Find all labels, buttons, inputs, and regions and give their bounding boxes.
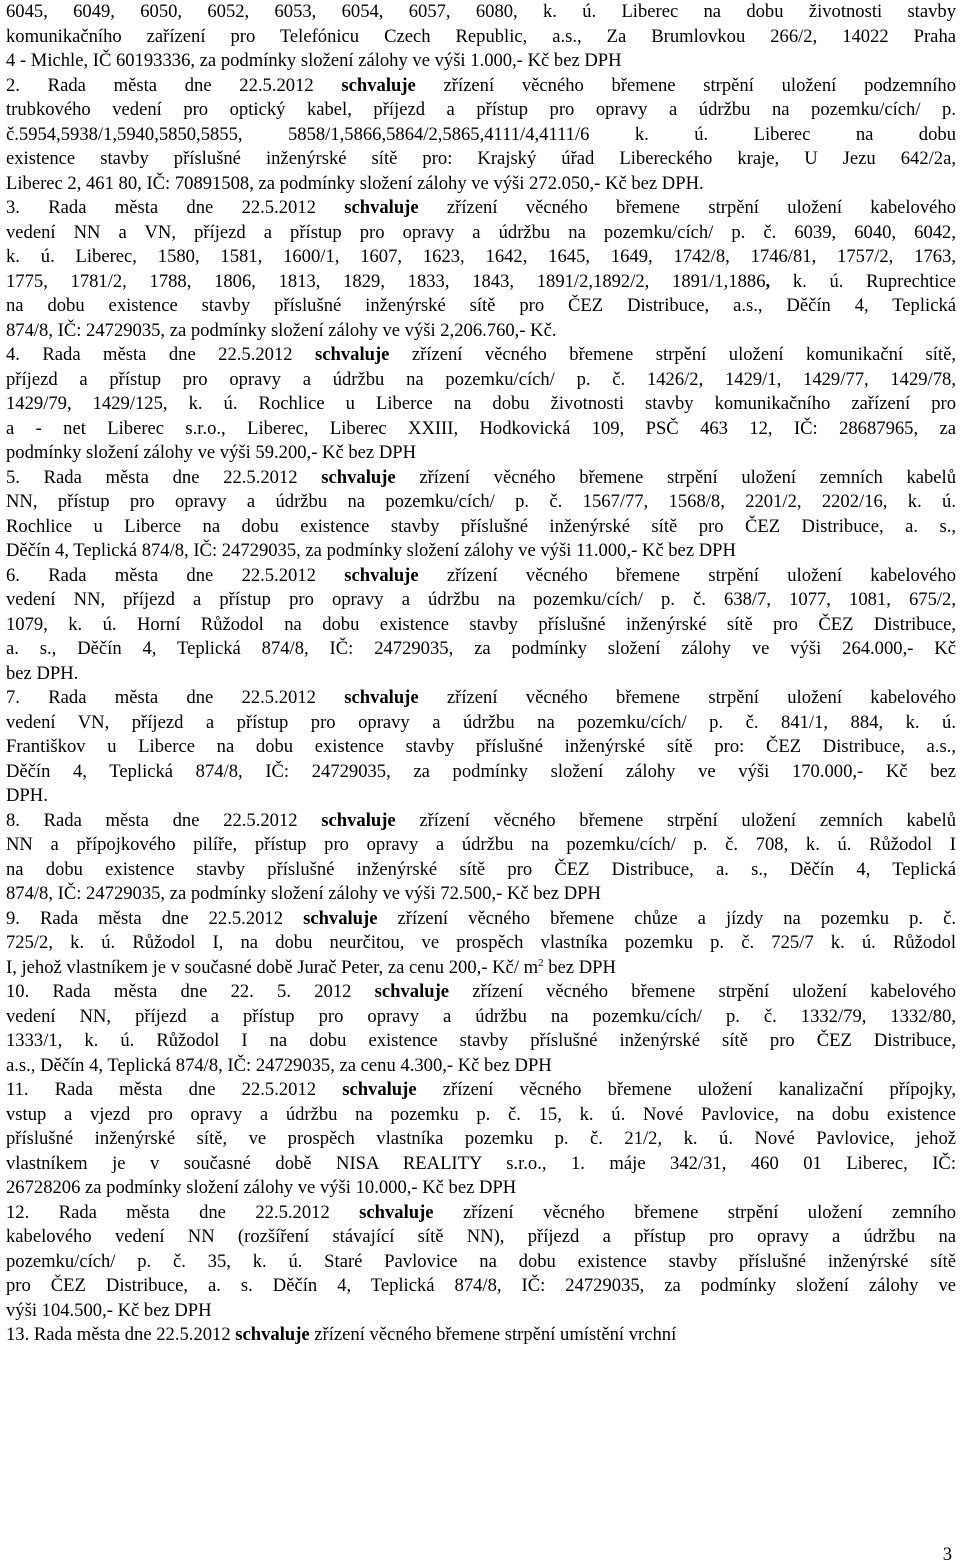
text-line xyxy=(6,539,956,564)
text-line xyxy=(6,613,956,638)
text-segment: vedení NN a VN, příjezd a přístup pro opravy a údržbu na pozemku/cích/ p. č. 6039, 6040, 6042, xyxy=(6,221,956,243)
text-line xyxy=(6,1274,956,1299)
text-segment: 3. Rada města dne 22.5.2012 xyxy=(6,197,345,218)
text-segment: 1333/1, k. ú. Růžodol I na dobu existence stavby příslušné inženýrské sítě pro ČEZ Distribuce, xyxy=(6,1030,956,1051)
text-line xyxy=(6,1127,956,1152)
text-segment: DPH. xyxy=(6,785,48,806)
text-segment: příjezd a přístup pro opravy a údržbu na pozemku/cích/ p. č. 1426/2, 1429/1, 1429/77, 1429/78, xyxy=(6,368,956,390)
text-line xyxy=(6,25,956,50)
text-segment: zřízení věcného břemene strpění uložení zemního xyxy=(433,1201,956,1223)
text-line xyxy=(6,49,956,74)
text-segment: na dobu existence stavby příslušné inženýrské sítě pro ČEZ Distribuce, a. s., Děčín 4, Teplická xyxy=(6,858,956,880)
text-line xyxy=(6,515,956,540)
text-segment: kabelového vedení NN (rozšíření stávající sítě NN), příjezd a přístup pro opravy a údržbu na xyxy=(6,1226,956,1247)
emphasis-text: schvaluje xyxy=(359,1201,434,1223)
text-segment: příslušné inženýrské sítě, ve prospěch vlastníka pozemku p. č. 21/2, k. ú. Nové Pavlovice, jehož xyxy=(6,1128,956,1149)
text-line xyxy=(6,1299,956,1324)
text-segment: zřízení věcného břemene strpění uložení zemních kabelů xyxy=(395,466,956,488)
text-segment: 11. Rada města dne 22.5.2012 xyxy=(6,1079,343,1100)
text-segment: vlastníkem je v současné době NISA REALITY s.r.o., 1. máje 342/31, 460 01 Liberec, IČ: xyxy=(6,1152,956,1174)
text-segment: 1079, k. ú. Horní Růžodol na dobu existence stavby příslušné inženýrské sítě pro ČEZ Distribuce, xyxy=(6,613,956,635)
text-segment: 26728206 za podmínky složení zálohy ve výši 10.000,- Kč bez DPH xyxy=(6,1177,517,1198)
text-segment: Liberec 2, 461 80, IČ: 70891508, za podmínky složení zálohy ve výši 272.050,- Kč bez DPH. xyxy=(6,172,704,194)
text-line xyxy=(6,588,956,613)
text-segment: 725/2, k. ú. Růžodol I, na dobu neurčitou, ve prospěch vlastníka pozemku p. č. 725/7 k. ú. Růžodol xyxy=(6,932,956,953)
text-line xyxy=(6,319,956,344)
text-segment: NN a přípojkového pilíře, přístup pro opravy a údržbu na pozemku/cích/ p. č. 708, k. ú. Růžodol I xyxy=(6,834,956,855)
text-segment: a.s., Děčín 4, Teplická 874/8, IČ: 24729035, za cenu 4.300,- Kč bez DPH xyxy=(6,1054,552,1076)
text-line xyxy=(6,711,956,736)
text-line xyxy=(6,123,956,148)
text-segment: výši 104.500,- Kč bez DPH xyxy=(6,1299,212,1321)
text-line xyxy=(6,809,956,834)
text-segment: zřízení věcného břemene strpění uložení zemních kabelů xyxy=(395,809,956,831)
text-segment: k. ú. Ruprechtice xyxy=(770,270,956,292)
text-line xyxy=(6,343,956,368)
text-segment: 8. Rada města dne 22.5.2012 xyxy=(6,809,322,831)
text-line xyxy=(6,980,956,1005)
text-segment: 9. Rada města dne 22.5.2012 xyxy=(6,907,304,929)
text-line xyxy=(6,833,956,858)
text-segment: zřízení věcného břemene strpění uložení kabelového xyxy=(418,197,956,218)
text-segment: existence stavby příslušné inženýrské sítě pro: Krajský úřad Libereckého kraje, U Jezu 642/2a, xyxy=(6,148,956,169)
text-segment: zřízení věcného břemene strpění umístění vrchní xyxy=(309,1324,677,1345)
text-segment: Františkov u Liberce na dobu existence stavby příslušné inženýrské sítě pro: ČEZ Distribuce, a.s., xyxy=(6,736,956,757)
emphasis-text: schvaluje xyxy=(321,466,396,488)
text-line xyxy=(6,1201,956,1226)
document-page xyxy=(6,0,956,1348)
text-line xyxy=(6,931,956,956)
text-line xyxy=(6,417,956,442)
emphasis-text: schvaluje xyxy=(303,907,378,929)
emphasis-text: schvaluje xyxy=(321,809,396,831)
text-line xyxy=(6,858,956,883)
text-segment: 4 - Michle, IČ 60193336, za podmínky složení zálohy ve výši 1.000,- Kč bez DPH xyxy=(6,50,622,71)
text-segment: 10. Rada města dne 22. 5. 2012 xyxy=(6,981,375,1002)
text-segment: zřízení věcného břemene strpění uložení kabelového xyxy=(418,564,956,586)
text-line xyxy=(6,907,956,932)
text-line xyxy=(6,172,956,197)
text-segment: 1429/79, 1429/125, k. ú. Rochlice u Liberce na dobu životnosti stavby komunikačního zařízení pro xyxy=(6,393,956,414)
text-segment: pro ČEZ Distribuce, a. s. Děčín 4, Teplická 874/8, IČ: 24729035, za podmínky složení zálohy ve xyxy=(6,1275,956,1296)
text-segment: Rochlice u Liberce na dobu existence stavby příslušné inženýrské sítě pro ČEZ Distribuce, a. s., xyxy=(6,515,956,537)
emphasis-text: schvaluje xyxy=(315,344,390,365)
text-segment: 2. Rada města dne 22.5.2012 xyxy=(6,74,342,96)
text-line xyxy=(6,1176,956,1201)
text-segment: zřízení věcného břemene uložení kanalizační přípojky, xyxy=(416,1079,956,1100)
text-segment: Děčín 4, Teplická 874/8, IČ: 24729035, za podmínky složení zálohy ve výši 11.000,- Kč bez DPH xyxy=(6,540,736,561)
text-segment: 4. Rada města dne 22.5.2012 xyxy=(6,344,316,365)
text-line xyxy=(6,1029,956,1054)
text-line xyxy=(6,760,956,785)
text-line xyxy=(6,784,956,809)
text-line xyxy=(6,221,956,246)
text-segment: a - net Liberec s.r.o., Liberec, Liberec XXIII, Hodkovická 109, PSČ 463 12, IČ: 28687965, za xyxy=(6,417,956,439)
text-segment: 12. Rada města dne 22.5.2012 xyxy=(6,1201,360,1223)
text-segment: zřízení věcného břemene chůze a jízdy na pozemku p. č. xyxy=(377,907,956,929)
page-number: 3 xyxy=(942,1544,952,1565)
text-line xyxy=(6,735,956,760)
text-line xyxy=(6,662,956,687)
text-line xyxy=(6,392,956,417)
text-segment: 5. Rada města dne 22.5.2012 xyxy=(6,466,322,488)
text-segment: 874/8, IČ: 24729035, za podmínky složení zálohy ve výši 2,206.760,- Kč. xyxy=(6,319,557,341)
text-segment: pozemku/cích/ p. č. 35, k. ú. Staré Pavlovice na dobu existence stavby příslušné inženýrské sítě xyxy=(6,1250,956,1272)
text-line xyxy=(6,98,956,123)
emphasis-text: , xyxy=(765,270,771,292)
text-segment: podmínky složení zálohy ve výši 59.200,- Kč bez DPH xyxy=(6,442,417,463)
text-line xyxy=(6,270,956,295)
text-line xyxy=(6,1005,956,1030)
text-segment: zřízení věcného břemene strpění uložení kabelového xyxy=(449,981,956,1002)
emphasis-text: schvaluje xyxy=(235,1324,310,1345)
text-line xyxy=(6,294,956,319)
text-line xyxy=(6,882,956,907)
text-segment: 6045, 6049, 6050, 6052, 6053, 6054, 6057, 6080, k. ú. Liberec na dobu životnosti stavby xyxy=(6,1,956,22)
text-segment: 874/8, IČ: 24729035, za podmínky složení zálohy ve výši 72.500,- Kč bez DPH xyxy=(6,883,601,904)
text-segment: 1775, 1781/2, 1788, 1806, 1813, 1829, 1833, 1843, 1891/2,1892/2, 1891/1,1886 xyxy=(6,270,766,292)
text-segment: trubkového vedení pro optický kabel, příjezd a přístup pro opravy a údržbu na pozemku/cích/ p. xyxy=(6,99,956,120)
text-segment: bez DPH xyxy=(543,956,616,978)
text-line xyxy=(6,196,956,221)
text-segment: č.5954,5938/1,5940,5850,5855, 5858/1,5866,5864/2,5865,4111/4,4111/6 k. ú. Liberec na dobu xyxy=(6,123,956,145)
text-segment: zřízení věcného břemene strpění uložení kabelového xyxy=(418,687,956,708)
text-line xyxy=(6,956,956,981)
text-segment: na dobu existence stavby příslušné inženýrské sítě pro ČEZ Distribuce, a.s., Děčín 4, Teplická xyxy=(6,295,956,316)
text-line xyxy=(6,1152,956,1177)
text-line xyxy=(6,637,956,662)
text-line xyxy=(6,441,956,466)
text-line xyxy=(6,245,956,270)
emphasis-text: schvaluje xyxy=(342,1079,417,1100)
text-line xyxy=(6,0,956,25)
text-segment: 7. Rada města dne 22.5.2012 xyxy=(6,687,345,708)
text-segment: a. s., Děčín 4, Teplická 874/8, IČ: 24729035, za podmínky složení zálohy ve výši 264.000,- Kč xyxy=(6,638,956,659)
text-segment: NN, přístup pro opravy a údržbu na pozemku/cích/ p. č. 1567/77, 1568/8, 2201/2, 2202/16, k. ú. xyxy=(6,491,956,512)
text-segment: Děčín 4, Teplická 874/8, IČ: 24729035, za podmínky složení zálohy ve výši 170.000,- Kč bez xyxy=(6,760,956,782)
text-segment: 6. Rada města dne 22.5.2012 xyxy=(6,564,345,586)
text-line xyxy=(6,1250,956,1275)
text-line xyxy=(6,368,956,393)
superscript: 2 xyxy=(538,956,544,969)
text-line xyxy=(6,1103,956,1128)
text-segment: 13. Rada města dne 22.5.2012 xyxy=(6,1324,236,1345)
emphasis-text: schvaluje xyxy=(344,687,419,708)
text-segment: vedení VN, příjezd a přístup pro opravy a údržbu na pozemku/cích/ p. č. 841/1, 884, k. ú. xyxy=(6,711,956,733)
text-line xyxy=(6,1323,956,1348)
document-text-body xyxy=(6,0,956,1348)
text-line xyxy=(6,564,956,589)
text-segment: vstup a vjezd pro opravy a údržbu na pozemku p. č. 15, k. ú. Nové Pavlovice, na dobu existence xyxy=(6,1103,956,1125)
text-line xyxy=(6,74,956,99)
text-segment: k. ú. Liberec, 1580, 1581, 1600/1, 1607, 1623, 1642, 1645, 1649, 1742/8, 1746/81, 1757/2, 1763, xyxy=(6,246,956,267)
text-segment: zřízení věcného břemene strpění uložení podzemního xyxy=(415,74,956,96)
text-segment: vedení NN, příjezd a přístup pro opravy a údržbu na pozemku/cích/ p. č. 638/7, 1077, 1081, 675/2, xyxy=(6,589,956,610)
emphasis-text: schvaluje xyxy=(374,981,450,1002)
text-segment: bez DPH. xyxy=(6,662,79,684)
text-segment: vedení NN, příjezd a přístup pro opravy a údržbu na pozemku/cích/ p. č. 1332/79, 1332/80, xyxy=(6,1005,956,1027)
text-line xyxy=(6,686,956,711)
text-line xyxy=(6,1225,956,1250)
emphasis-text: schvaluje xyxy=(341,74,416,96)
text-segment: I, jehož vlastníkem je v současné době Jurač Peter, za cenu 200,- Kč/ m xyxy=(6,956,539,978)
text-line xyxy=(6,466,956,491)
text-line xyxy=(6,490,956,515)
text-segment: zřízení věcného břemene strpění uložení komunikační sítě, xyxy=(389,344,956,365)
text-line xyxy=(6,1054,956,1079)
text-segment: komunikačního zařízení pro Telefónicu Czech Republic, a.s., Za Brumlovkou 266/2, 14022 Praha xyxy=(6,25,956,47)
emphasis-text: schvaluje xyxy=(344,564,419,586)
emphasis-text: schvaluje xyxy=(344,197,419,218)
text-line xyxy=(6,1078,956,1103)
text-line xyxy=(6,147,956,172)
